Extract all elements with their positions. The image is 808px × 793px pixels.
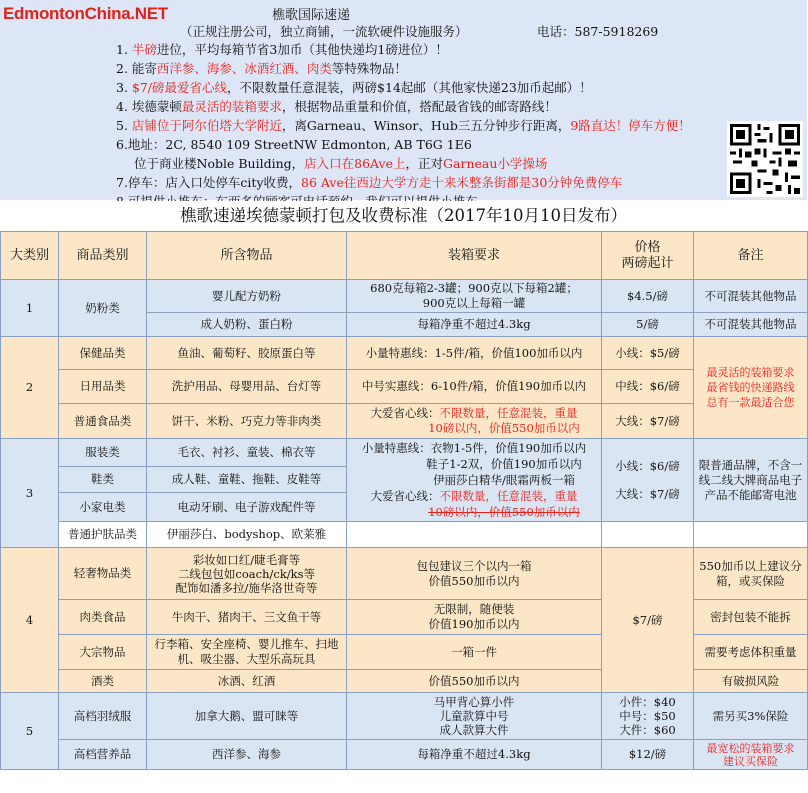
feature-line: [116, 173, 806, 192]
items-cell: 饼干、米粉、巧克力等非肉类: [147, 404, 347, 439]
table-row: [1, 404, 808, 439]
table-header-row: [1, 232, 808, 280]
category-cell: 保健品类: [59, 337, 147, 370]
feature-line: [116, 135, 806, 154]
category-cell: 肉类食品: [59, 600, 147, 635]
category-cell: 高档营养品: [59, 740, 147, 770]
feature-text: 2. 能寄: [116, 61, 157, 76]
line-detail: 不限数量，任意混装，重量: [439, 406, 578, 420]
requirement-cell: 每箱净重不超过4.3kg: [347, 313, 602, 337]
line-detail: 10磅以内，价值550加币以内: [428, 421, 580, 435]
category-cell: 奶粉类: [59, 280, 147, 337]
price-cell: 中线：$6/磅: [602, 370, 694, 404]
price-line: 大线：$7/磅: [615, 487, 680, 501]
items-cell: 行李箱、安全座椅、婴儿推车、扫地机、吸尘器、大型乐高玩具: [147, 635, 347, 670]
price-cell: 小线：$5/磅: [602, 337, 694, 370]
requirement-cell: 中号实惠线：6-10件/箱，价值190加币以内: [347, 370, 602, 404]
requirement-cell: [347, 439, 602, 522]
note-cell: 限普通品牌，不含一线二线大牌商品电子产品不能邮寄电池: [694, 439, 808, 522]
note-cell: [694, 522, 808, 548]
table-row: [1, 337, 808, 370]
price-cell: 小件：$40 中号：$50 大件：$60: [602, 693, 694, 740]
category-cell: 日用品类: [59, 370, 147, 404]
col-header-items: 所含物品: [147, 232, 347, 280]
col-header-requirements: 装箱要求: [347, 232, 602, 280]
col-header-major: 大类别: [1, 232, 59, 280]
note-cell: 最宽松的装箱要求 建议买保险: [694, 740, 808, 770]
items-cell: 毛衣、衬衫、童装、棉衣等: [147, 439, 347, 467]
note-cell: 不可混装其他物品: [694, 313, 808, 337]
category-cell: 酒类: [59, 670, 147, 693]
feature-text: 4. 埃德蒙顿: [116, 99, 182, 114]
requirement-cell: 无限制，随便装 价值190加币以内: [347, 600, 602, 635]
items-cell: 电动牙刷、电子游戏配件等: [147, 493, 347, 522]
note-cell: 需要考虑体积重量: [694, 635, 808, 670]
feature-text: 位于商业楼Noble Building，: [134, 156, 305, 171]
feature-list: [116, 40, 806, 211]
price-cell: $7/磅: [602, 548, 694, 693]
line-detail: 伊丽莎白精华/眼霜两板一箱: [433, 473, 575, 487]
note-cell: 550加币以上建议分箱，或买保险: [694, 548, 808, 600]
price-line: 小线：$6/磅: [615, 459, 680, 473]
feature-line: [116, 40, 806, 59]
line-label: 大爱省心线：: [370, 406, 440, 420]
feature-text: 5.: [116, 118, 132, 133]
table-row: [1, 522, 808, 548]
items-cell: 冰酒、红酒: [147, 670, 347, 693]
price-cell: $12/磅: [602, 740, 694, 770]
line-detail: 鞋子1-2双，价值190加币以内: [426, 457, 582, 471]
items-cell: 婴儿配方奶粉: [147, 280, 347, 313]
items-cell: 成人奶粉、蛋白粉: [147, 313, 347, 337]
price-cell: 大线：$7/磅: [602, 404, 694, 439]
feature-text: 1.: [116, 42, 132, 57]
feature-text: ，根据物品重量和价值，搭配最省钱的邮寄路线！: [281, 99, 557, 114]
requirement-cell: [347, 404, 602, 439]
category-cell: 普通护肤品类: [59, 522, 147, 548]
company-subtitle: （正规注册公司，独立商铺，一流软硬件设施服务）: [180, 24, 468, 39]
group-number: 2: [1, 337, 59, 439]
table-row: [1, 370, 808, 404]
line-detail: 小量特惠线：衣物1-5件，价值190加币以内: [361, 441, 587, 455]
qr-code-icon: [727, 121, 803, 197]
line-label: 大爱省心线：: [370, 489, 440, 503]
items-cell: 牛肉干、猪肉干、三文鱼干等: [147, 600, 347, 635]
requirement-cell: [347, 522, 602, 548]
price-cell: $4.5/磅: [602, 280, 694, 313]
category-cell: 普通食品类: [59, 404, 147, 439]
phone-number: 电话：587-5918269: [537, 24, 659, 39]
category-cell: 大宗物品: [59, 635, 147, 670]
group-number: 5: [1, 693, 59, 770]
col-header-category: 商品类别: [59, 232, 147, 280]
feature-text: ，正对: [405, 156, 444, 171]
table-row: [1, 548, 808, 600]
highlight-text: 西洋参、海参、冰酒红酒、肉类: [156, 61, 332, 76]
highlight-text: 最灵活的装箱要求: [181, 99, 282, 114]
highlight-text: 店入口在86Ave上: [304, 156, 406, 171]
price-cell: [602, 439, 694, 522]
category-cell: 服装类: [59, 439, 147, 467]
table-row: [1, 280, 808, 313]
feature-text: 进位，平均每箱节省3加币（其他快递均1磅进位）！: [156, 42, 448, 57]
items-cell: 成人鞋、童鞋、拖鞋、皮鞋等: [147, 467, 347, 493]
requirement-cell: 小量特惠线：1-5件/箱，价值100加币以内: [347, 337, 602, 370]
feature-line: [116, 116, 806, 135]
feature-text: 7.停车：店入口处停车city收费，: [116, 175, 302, 190]
highlight-text: Garneau小学操场: [443, 156, 548, 171]
items-cell: 洗护用品、母婴用品、台灯等: [147, 370, 347, 404]
requirement-cell: 680克每箱2-3罐；900克以下每箱2罐； 900克以上每箱一罐: [347, 280, 602, 313]
highlight-text: 店铺位于阿尔伯塔大学附近: [131, 118, 282, 133]
items-cell: 鱼油、葡萄籽、胶原蛋白等: [147, 337, 347, 370]
requirement-cell: 一箱一件: [347, 635, 602, 670]
requirement-cell: 每箱净重不超过4.3kg: [347, 740, 602, 770]
feature-line: [116, 59, 806, 78]
items-cell: 彩妆如口红/睫毛膏等 二线包包如coach/ck/ks等 配饰如潘多拉/施华洛世奇等: [147, 548, 347, 600]
table-row: [1, 740, 808, 770]
requirement-cell: 包包建议三个以内一箱 价值550加币以内: [347, 548, 602, 600]
items-cell: 伊丽莎白、bodyshop、欧莱雅: [147, 522, 347, 548]
table-title: 樵歌速递埃德蒙顿打包及收费标准（2017年10月10日发布）: [0, 201, 807, 231]
line-detail: 10磅以内，价值550加币以内: [428, 505, 580, 519]
feature-line: [116, 97, 806, 116]
note-cell: 密封包装不能拆: [694, 600, 808, 635]
info-header: [0, 0, 807, 200]
feature-text: 3.: [116, 80, 132, 95]
group-number: 1: [1, 280, 59, 337]
line-detail: 不限数量，任意混装，重量: [439, 489, 578, 503]
feature-line: [116, 154, 806, 173]
category-cell: 高档羽绒服: [59, 693, 147, 740]
items-cell: 加拿大鹅、盟可睐等: [147, 693, 347, 740]
feature-text: ，不限数量任意混装，两磅$14起邮（其他家快递23加币起邮）！: [227, 80, 592, 95]
site-logo[interactable]: EdmontonChina.NET: [3, 4, 168, 23]
table-row: [1, 439, 808, 467]
requirement-cell: 价值550加币以内: [347, 670, 602, 693]
group-number: 4: [1, 548, 59, 693]
col-header-price: 价格 两磅起计: [602, 232, 694, 280]
price-cell: [602, 522, 694, 548]
highlight-text: 86 Ave往西边大学方走十来米整条街都是30分钟免费停车: [301, 175, 623, 190]
note-cell: 不可混装其他物品: [694, 280, 808, 313]
feature-text: 6.地址：2C, 8540 109 StreetNW Edmonton, AB T6G 1E6: [116, 137, 472, 152]
category-cell: 小家电类: [59, 493, 147, 522]
category-cell: 鞋类: [59, 467, 147, 493]
items-cell: 西洋参、海参: [147, 740, 347, 770]
company-name: 樵歌国际速递: [272, 8, 351, 23]
feature-text: ，离Garneau、Winsor、Hub三五分钟步行距离，: [281, 118, 571, 133]
price-cell: 5/磅: [602, 313, 694, 337]
col-header-notes: 备注: [694, 232, 808, 280]
pricing-table: [0, 231, 808, 770]
note-cell: 需另买3%保险: [694, 693, 808, 740]
note-cell: 有破损风险: [694, 670, 808, 693]
feature-line: [116, 78, 806, 97]
highlight-text: 9路直达！停车方便！: [570, 118, 691, 133]
category-cell: 轻奢物品类: [59, 548, 147, 600]
group-number: 3: [1, 439, 59, 548]
note-cell: 最灵活的装箱要求 最省钱的快递路线 总有一款最适合您: [694, 337, 808, 439]
table-row: [1, 693, 808, 740]
highlight-text: 半磅: [131, 42, 157, 57]
feature-text: 等特殊物品！: [331, 61, 407, 76]
highlight-text: $7/磅最爱省心线: [131, 80, 228, 95]
requirement-cell: 马甲背心算小件 儿童款算中号 成人款算大件: [347, 693, 602, 740]
